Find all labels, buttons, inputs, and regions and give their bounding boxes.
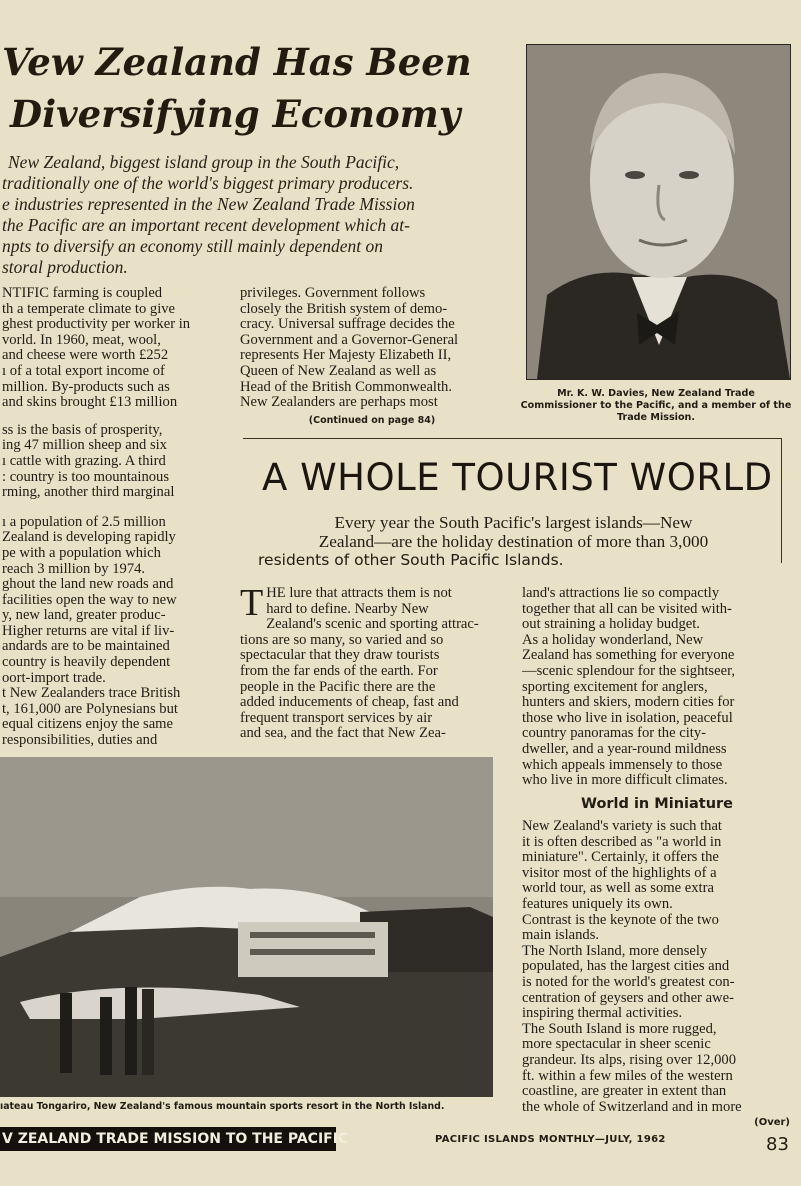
text-line: world tour, as well as some extra — [522, 881, 714, 897]
text-line: : country is too mountainous — [2, 469, 170, 485]
text-line: features uniquely its own. — [522, 896, 673, 912]
text-line: added inducements of cheap, fast and — [240, 695, 459, 711]
text-line: dweller, and a year-round mildness — [522, 741, 727, 757]
text-line: represents Her Majesty Elizabeth II, — [240, 348, 452, 364]
text-line: who live in more difficult climates. — [522, 773, 728, 789]
text-line: Head of the British Commonwealth. — [240, 379, 452, 395]
text-line: out straining a holiday budget. — [522, 617, 700, 633]
text-line: Zealand's scenic and sporting attrac- — [266, 617, 479, 633]
text-line: and cheese were worth £252 — [2, 348, 169, 364]
text-line: coastline, are greater in extent than — [522, 1084, 727, 1100]
text-line: As a holiday wonderland, New — [522, 632, 704, 648]
text-line: oort-import trade. — [2, 670, 106, 686]
text-line: ing 47 million sheep and six — [2, 438, 167, 454]
text-line: New Zealanders are perhaps most — [240, 395, 438, 411]
tourist-column-a — [240, 582, 502, 742]
column-paragraph — [2, 286, 218, 411]
text-line: vorld. In 1960, meat, wool, — [2, 332, 161, 348]
text-line: land's attractions lie so compactly — [522, 586, 720, 601]
text-line: which appeals immensely to those — [522, 757, 723, 773]
tourist-intro — [256, 513, 771, 570]
text-line: NTIFIC farming is coupled — [2, 286, 163, 301]
text-line: responsibilities, duties and — [2, 733, 158, 749]
text-line: sporting excitement for anglers, — [522, 679, 708, 695]
text-line: privileges. Government follows — [240, 286, 426, 301]
text-line: those who live in isolation, peaceful — [522, 710, 733, 726]
text-line: ı a population of 2.5 million — [2, 514, 166, 530]
text-line: Contrast is the keynote of the two — [522, 912, 719, 928]
text-line: ı cattle with grazing. A third — [2, 453, 166, 469]
portrait-caption: Mr. K. W. Davies, New Zealand Trade Commissioner to the Pacific, and a member of the Trade Mission. — [520, 388, 792, 423]
intro-line: storal production. — [2, 257, 128, 277]
drop-cap: T — [240, 582, 264, 624]
text-line: main islands. — [522, 928, 600, 944]
text-line: ghest productivity per worker in — [2, 317, 191, 333]
text-line: y, new land, greater produc- — [2, 608, 166, 624]
text-line: the whole of Switzerland and in more — [522, 1099, 742, 1115]
text-line: ss is the basis of prosperity, — [2, 422, 163, 438]
trade-mission-banner: V ZEALAND TRADE MISSION TO THE PACIFIC — [0, 1127, 336, 1151]
text-line: inspiring thermal activities. — [522, 1006, 683, 1022]
intro-line: the Pacific are an important recent development which at- — [2, 215, 410, 235]
tourist-column-b — [522, 586, 790, 789]
continued-note: (Continued on page 84) — [308, 414, 436, 426]
text-line: t New Zealanders trace British — [2, 686, 181, 702]
text-line: people in the Pacific there are the — [240, 679, 436, 695]
text-line: and sea, and the fact that New Zea- — [240, 726, 446, 742]
article-intro — [2, 152, 492, 278]
text-line: centration of geysers and other awe- — [522, 990, 734, 1006]
text-line: spectacular that they draw tourists — [240, 648, 440, 664]
column-paragraph — [2, 423, 218, 501]
text-line: th a temperate climate to give — [2, 301, 176, 317]
text-line: country panoramas for the city- — [522, 726, 706, 742]
text-line: pe with a population which — [2, 545, 161, 561]
text-line: closely the British system of demo- — [240, 301, 448, 317]
tourist-intro-line: Zealand—are the holiday destination of more than 3,000 — [318, 532, 709, 551]
intro-line: New Zealand, biggest island group in the South Pacific, — [8, 152, 400, 172]
text-line: Higher returns are vital if liv- — [2, 623, 175, 639]
resort-photo-caption: ıateau Tongariro, New Zealand's famous mountain sports resort in the North Island. — [0, 1101, 445, 1112]
text-line: from the far ends of the earth. For — [240, 663, 438, 679]
text-line: and skins brought £13 million — [2, 395, 178, 411]
text-line: The South Island is more rugged, — [522, 1021, 717, 1037]
resort-photo — [0, 757, 493, 1097]
text-line: ı of a total export income of — [2, 363, 165, 379]
text-line: frequent transport services by air — [240, 710, 433, 726]
tourist-intro-line: Every year the South Pacific's largest islands—New — [334, 513, 693, 532]
text-line: reach 3 million by 1974. — [2, 561, 146, 577]
text-line: HE lure that attracts them is not — [266, 586, 452, 601]
text-line: cracy. Universal suffrage decides the — [240, 317, 455, 333]
headline-line-1: Vew Zealand Has Been — [2, 40, 472, 84]
column-paragraph — [2, 515, 218, 749]
text-line: equal citizens enjoy the same — [2, 717, 174, 733]
text-line: grandeur. Its alps, rising over 12,000 — [522, 1052, 737, 1068]
text-line: hunters and skiers, modern cities for — [522, 695, 735, 711]
text-line: ghout the land new roads and — [2, 577, 174, 593]
section-subhead: World in Miniature — [580, 796, 734, 812]
text-line: facilities open the way to new — [2, 592, 177, 608]
tourist-column-c — [522, 819, 790, 1131]
text-line: hard to define. Nearby New — [266, 601, 429, 617]
text-line: tions are so many, so varied and so — [240, 632, 444, 648]
text-line: is noted for the world's greatest con- — [522, 974, 735, 990]
over-note: (Over) — [754, 1117, 790, 1129]
text-line: t, 161,000 are Polynesians but — [2, 701, 178, 717]
portrait-photo — [526, 44, 791, 380]
article-headline — [2, 36, 502, 140]
text-line: Government and a Governor-General — [240, 332, 459, 348]
tourist-intro-line: residents of other South Pacific Islands. — [258, 551, 564, 569]
text-line: populated, has the largest cities and — [522, 959, 730, 975]
text-line: visitor most of the highlights of a — [522, 865, 717, 881]
text-line: —scenic splendour for the sightseer, — [522, 663, 735, 679]
intro-line: e industries represented in the New Zealand Trade Mission — [2, 194, 415, 214]
text-line: rming, another third marginal — [2, 485, 175, 501]
text-line: New Zealand's variety is such that — [522, 819, 722, 834]
publication-footer: PACIFIC ISLANDS MONTHLY—JULY, 1962 — [435, 1134, 666, 1145]
text-line: Zealand is developing rapidly — [2, 530, 176, 546]
page-number: 83 — [766, 1134, 789, 1155]
article-column-1 — [2, 286, 218, 758]
text-line: it is often described as "a world in — [522, 834, 722, 850]
headline-line-2: Diversifying Economy — [10, 92, 461, 136]
text-line: andards are to be maintained — [2, 639, 170, 655]
text-line: more spectacular in sheer scenic — [522, 1037, 711, 1053]
resort-illustration — [0, 757, 493, 1097]
intro-line: traditionally one of the world's biggest primary producers. — [2, 173, 414, 193]
intro-line: npts to diversify an economy still mainly dependent on — [2, 236, 384, 256]
text-line: country is heavily dependent — [2, 655, 171, 671]
tourist-title: A WHOLE TOURIST WORLD — [262, 456, 773, 499]
text-line: ft. within a few miles of the western — [522, 1068, 733, 1084]
text-line: together that all can be visited with- — [522, 601, 732, 617]
text-line: miniature". Certainly, it offers the — [522, 850, 719, 866]
text-line: Queen of New Zealand as well as — [240, 363, 437, 379]
text-line: million. By-products such as — [2, 379, 170, 395]
article-column-2 — [240, 286, 504, 428]
text-line: Zealand has something for everyone — [522, 648, 735, 664]
portrait-illustration — [527, 45, 790, 379]
text-line: The North Island, more densely — [522, 943, 708, 959]
